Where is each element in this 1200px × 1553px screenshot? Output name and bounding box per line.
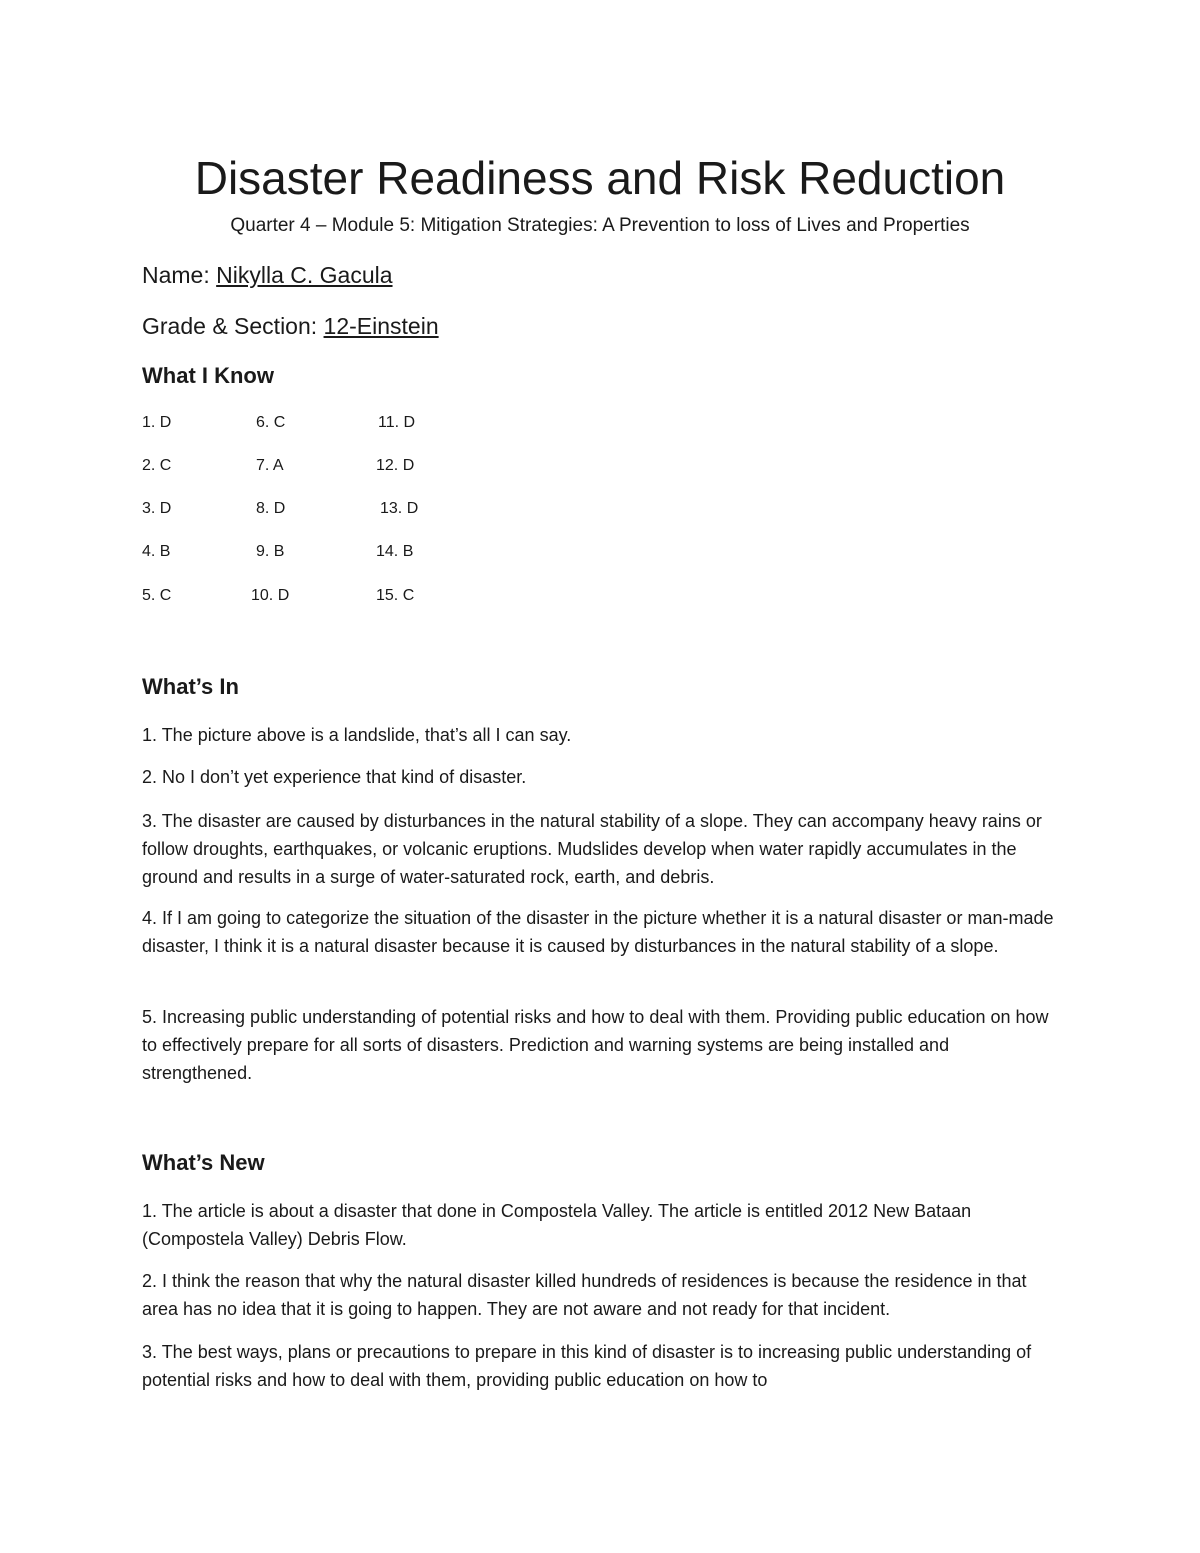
whats-in-item: 3. The disaster are caused by disturbances in the natural stability of a slope. They can accompany heavy rains or follow droughts, earthquakes, or volcanic eruptions. Mudslides develop when water rapidly accumulates in the ground and results in a surge of water-saturated rock, earth, and debris. bbox=[142, 811, 1042, 887]
answer-item: 13. D bbox=[380, 500, 419, 517]
answer-item: 10. D bbox=[251, 587, 290, 604]
answer-item: 15. C bbox=[376, 587, 415, 604]
name-label: Name: bbox=[142, 262, 210, 288]
section-field bbox=[142, 310, 439, 342]
answer-item: 12. D bbox=[376, 457, 415, 474]
whats-in-item: 4. If I am going to categorize the situation of the disaster in the picture whether it is a natural disaster or man-made disaster, I think it is a natural disaster because it is caused by disturbances in the natural stability of a slope. bbox=[142, 908, 1054, 956]
whats-new-item: 3. The best ways, plans or precautions to prepare in this kind of disaster is to increasing public understanding of potential risks and how to deal with them, providing public education on how to bbox=[142, 1342, 1032, 1390]
document-subtitle: Quarter 4 – Module 5: Mitigation Strategies: A Prevention to loss of Lives and Properties bbox=[230, 215, 970, 236]
name-field bbox=[142, 259, 393, 291]
whats-new-heading: What’s New bbox=[142, 1150, 265, 1175]
whats-in-item: 2. No I don’t yet experience that kind of disaster. bbox=[142, 767, 527, 787]
whats-new-item: 2. I think the reason that why the natural disaster killed hundreds of residences is because the residence in that area has no idea that it is going to happen. They are not aware and not ready for that incident. bbox=[142, 1271, 1027, 1319]
answer-item: 1. D bbox=[142, 414, 172, 431]
what-i-know-heading: What I Know bbox=[142, 363, 274, 388]
answer-item: 8. D bbox=[256, 500, 286, 517]
section-label: Grade & Section: bbox=[142, 313, 318, 339]
answer-item: 9. B bbox=[256, 543, 285, 560]
whats-new-item: 1. The article is about a disaster that done in Compostela Valley. The article is entitled 2012 New Bataan (Compostela Valley) Debris Flow. bbox=[142, 1201, 972, 1249]
answer-item: 4. B bbox=[142, 543, 171, 560]
section-value: 12-Einstein bbox=[323, 313, 439, 339]
answer-item: 5. C bbox=[142, 587, 172, 604]
answer-item: 11. D bbox=[378, 414, 416, 431]
whats-in-item: 5. Increasing public understanding of potential risks and how to deal with them. Providing public education on how to effectively prepare for all sorts of disasters. Prediction and warning systems are being installed and strengthened. bbox=[142, 1007, 1049, 1083]
answer-item: 3. D bbox=[142, 500, 172, 517]
answer-item: 14. B bbox=[376, 543, 414, 560]
answer-item: 7. A bbox=[256, 457, 284, 474]
answer-item: 2. C bbox=[142, 457, 172, 474]
whats-in-heading: What’s In bbox=[142, 674, 239, 699]
name-value: Nikylla C. Gacula bbox=[216, 262, 393, 288]
document-title: Disaster Readiness and Risk Reduction bbox=[194, 152, 1006, 204]
answer-item: 6. C bbox=[256, 414, 286, 431]
whats-in-item: 1. The picture above is a landslide, that’s all I can say. bbox=[142, 725, 572, 745]
